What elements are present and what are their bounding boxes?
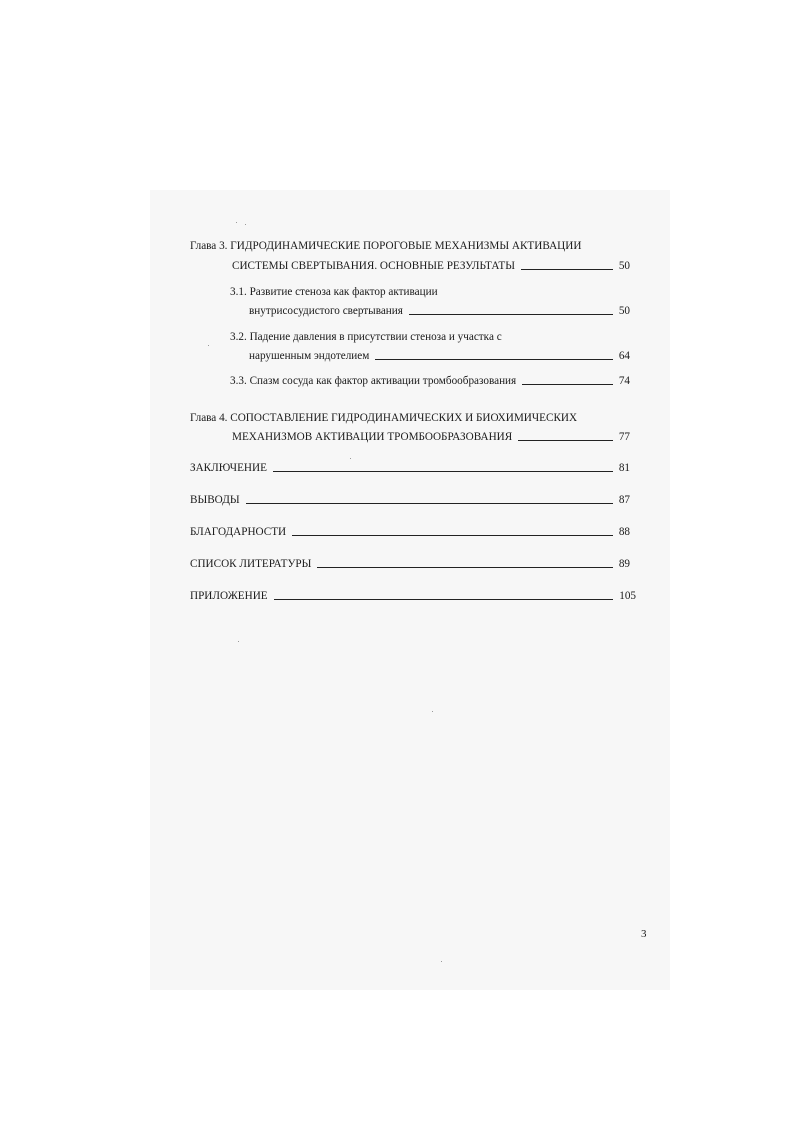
toc-chapter-4-heading <box>190 411 577 425</box>
chapter-prefix: Глава 3. <box>190 240 228 252</box>
dot-leader <box>292 526 613 536</box>
dot-leader <box>317 558 612 568</box>
chapter-title-line2: МЕХАНИЗМОВ АКТИВАЦИИ ТРОМБООБРАЗОВАНИЯ <box>232 431 513 443</box>
entry-label: ПРИЛОЖЕНИЕ <box>190 590 268 602</box>
page-number-ref: 64 <box>618 350 630 362</box>
toc-appendix-entry[interactable] <box>190 589 636 603</box>
dot-leader <box>274 590 614 600</box>
page-number-ref: 74 <box>618 375 630 387</box>
toc-section-3-1-line1: 3.1. Развитие стеноза как фактор активации <box>230 286 438 298</box>
dot-leader <box>518 431 613 441</box>
dot-leader <box>273 462 613 472</box>
page-number-ref: 87 <box>618 494 630 506</box>
scan-speck <box>350 458 351 459</box>
scan-speck <box>236 222 237 223</box>
toc-section-3-2-entry[interactable] <box>249 349 630 363</box>
toc-references-entry[interactable] <box>190 557 630 571</box>
chapter-title-line1: СОПОСТАВЛЕНИЕ ГИДРОДИНАМИЧЕСКИХ И БИОХИМИЧЕСКИХ <box>230 412 578 424</box>
scan-speck <box>238 641 239 642</box>
entry-label: ВЫВОДЫ <box>190 494 240 506</box>
scan-speck <box>432 711 433 712</box>
scan-speck <box>441 961 442 962</box>
chapter-prefix: Глава 4. <box>190 412 228 424</box>
section-title: 3.3. Спазм сосуда как фактор активации тромбообразования <box>230 375 517 387</box>
chapter-title-line2: СИСТЕМЫ СВЕРТЫВАНИЯ. ОСНОВНЫЕ РЕЗУЛЬТАТЫ <box>232 260 515 272</box>
scan-speck <box>208 345 209 346</box>
page-number-ref: 81 <box>618 462 630 474</box>
page-number-ref: 89 <box>618 558 630 570</box>
entry-label: СПИСОК ЛИТЕРАТУРЫ <box>190 558 312 570</box>
dot-leader <box>409 305 613 315</box>
toc-conclusion-entry[interactable] <box>190 461 630 475</box>
entry-label: ЗАКЛЮЧЕНИЕ <box>190 462 267 474</box>
toc-section-3-3-entry[interactable] <box>230 374 630 388</box>
page-number-ref: 50 <box>618 305 630 317</box>
toc-chapter-4-entry[interactable] <box>232 430 630 444</box>
page-number-ref: 77 <box>618 431 630 443</box>
toc-section-3-1-entry[interactable] <box>249 304 630 318</box>
toc-findings-entry[interactable] <box>190 493 630 507</box>
dot-leader <box>521 260 613 270</box>
section-title-line2: внутрисосудистого свертывания <box>249 305 403 317</box>
toc-acknowledgements-entry[interactable] <box>190 525 630 539</box>
page-number-ref: 50 <box>618 260 630 272</box>
section-title-line2: нарушенным эндотелием <box>249 350 370 362</box>
page-number: 3 <box>641 928 647 940</box>
dot-leader <box>246 494 613 504</box>
page-number-ref: 88 <box>618 526 630 538</box>
entry-label: БЛАГОДАРНОСТИ <box>190 526 287 538</box>
dot-leader <box>375 350 612 360</box>
page-number-ref: 105 <box>619 590 636 602</box>
toc-chapter-3-entry[interactable] <box>232 259 630 273</box>
chapter-title-line1: ГИДРОДИНАМИЧЕСКИЕ ПОРОГОВЫЕ МЕХАНИЗМЫ АКТИВАЦИИ <box>230 240 582 252</box>
toc-section-3-2-line1: 3.2. Падение давления в присутствии стеноза и участка с <box>230 331 502 343</box>
scan-speck <box>245 224 246 225</box>
dot-leader <box>522 375 613 385</box>
toc-chapter-3-heading <box>190 239 581 253</box>
